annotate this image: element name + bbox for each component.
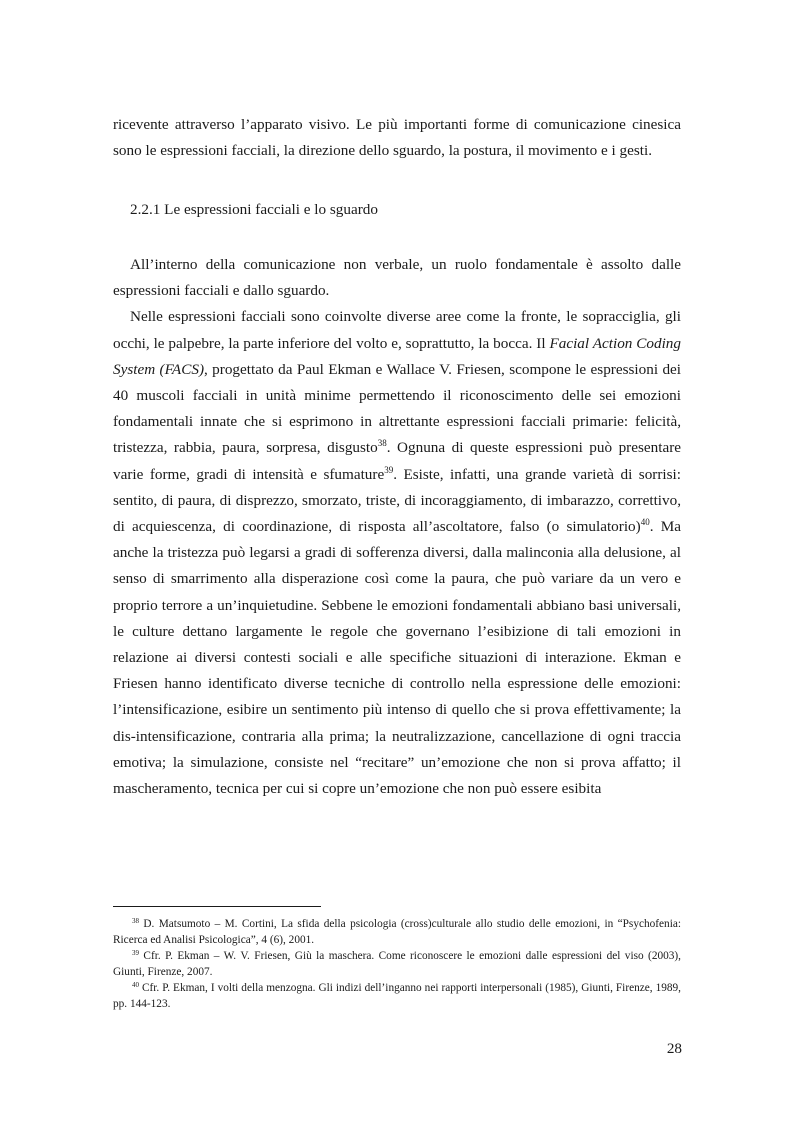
- footnote-38: [113, 916, 681, 948]
- footnotes: [113, 916, 681, 1012]
- paragraph-2-part-1: Nelle espressioni facciali sono coinvolte diverse aree come la fronte, le sopracciglia, gli occhi, le palpebre, la parte inferiore del volto e, soprattutto, la bocca. Il: [113, 308, 681, 352]
- section-heading: [130, 197, 698, 223]
- footnote-ref-40[interactable]: 40: [640, 517, 650, 528]
- facs-term: Facial Action Coding System (FACS): [113, 334, 681, 378]
- footnote-text: Cfr. P. Ekman – W. V. Friesen, Giù la maschera. Come riconoscere le emozioni dalle espressioni del viso (2003), Giunti, Firenze, 2007.: [113, 950, 681, 978]
- footnote-number: 40: [132, 981, 139, 989]
- paragraph-2-part-4: . Esiste, infatti, una grande varietà di sorrisi: sentito, di paura, di disprezzo, smorzato, triste, di incoraggiamento, di imbarazzo, correttivo, di acquiescenza, di coordinazione, di risposta all’ascoltatore, falso (o simulatorio): [113, 465, 681, 536]
- footnote-text: D. Matsumoto – M. Cortini, La sfida della psicologia (cross)culturale allo studio delle emozioni, in “Psychofenia: Ricerca ed Analisi Psicologica”, 4 (6), 2001.: [113, 918, 681, 946]
- paragraph-2: [113, 304, 681, 802]
- footnote-ref-39[interactable]: 39: [384, 464, 394, 475]
- top-paragraph: [113, 112, 681, 164]
- footnote-number: 39: [132, 949, 139, 957]
- paragraph-2-part-5: . Ma anche la tristezza può legarsi a gradi di sofferenza diversi, dalla malinconia alla delusione, al senso di smarrimento alla disperazione così come la paura, che può variare da un vero e proprio terrore a un’inquietudine. Sebbene le emozioni fondamentali abbiano basi universali, le culture dettano largamente le regole che governano l’esibizione di tali emozioni in relazione ai diversi contesti sociali e alle specifiche situazioni di interazione. Ekman e Friesen hanno identificato diverse tecniche di controllo nella espressione delle emozioni: l’intensificazione, esibire un sentimento più intenso di quello che si prova effettivamente; la dis-intensificazione, contraria alla prima; la neutralizzazione, cancellazione di ogni traccia emotiva; la simulazione, consiste nel “recitare” un’emozione che non si prova affatto; il mascheramento, tecnica per cui si copre un’emozione che non può essere esibita: [113, 518, 681, 798]
- footnote-divider: [113, 906, 321, 907]
- footnote-text: Cfr. P. Ekman, I volti della menzogna. Gli indizi dell’inganno nei rapporti interpersonali (1985), Giunti, Firenze, 1989, pp. 144-123.: [113, 982, 681, 1010]
- footnote-number: 38: [132, 917, 139, 925]
- footnote-40: [113, 980, 681, 1012]
- body-text: [113, 252, 681, 802]
- paragraph-2-part-3: . Ognuna di queste espressioni può presentare varie forme, gradi di intensità e sfumature: [113, 439, 681, 483]
- section-heading-text: 2.2.1 Le espressioni facciali e lo sguardo: [130, 201, 378, 218]
- footnote-ref-38[interactable]: 38: [377, 438, 387, 449]
- paragraph-1: All’interno della comunicazione non verbale, un ruolo fondamentale è assolto dalle espressioni facciali e dallo sguardo.: [113, 256, 681, 300]
- footnote-39: [113, 948, 681, 980]
- page-number: 28: [666, 1040, 682, 1057]
- paragraph-2-part-2: , progettato da Paul Ekman e Wallace V. Friesen, scompone le espressioni dei 40 muscoli facciali in unità minime permettendo il riconoscimento delle sei emozioni fondamentali innate che si esprimono in altrettante espressioni facciali primarie: felicità, tristezza, rabbia, paura, sorpresa, disgusto: [113, 360, 681, 457]
- top-paragraph-text: ricevente attraverso l’apparato visivo. Le più importanti forme di comunicazione cinesica sono le espressioni facciali, la direzione dello sguardo, la postura, il movimento e i gesti.: [113, 116, 681, 160]
